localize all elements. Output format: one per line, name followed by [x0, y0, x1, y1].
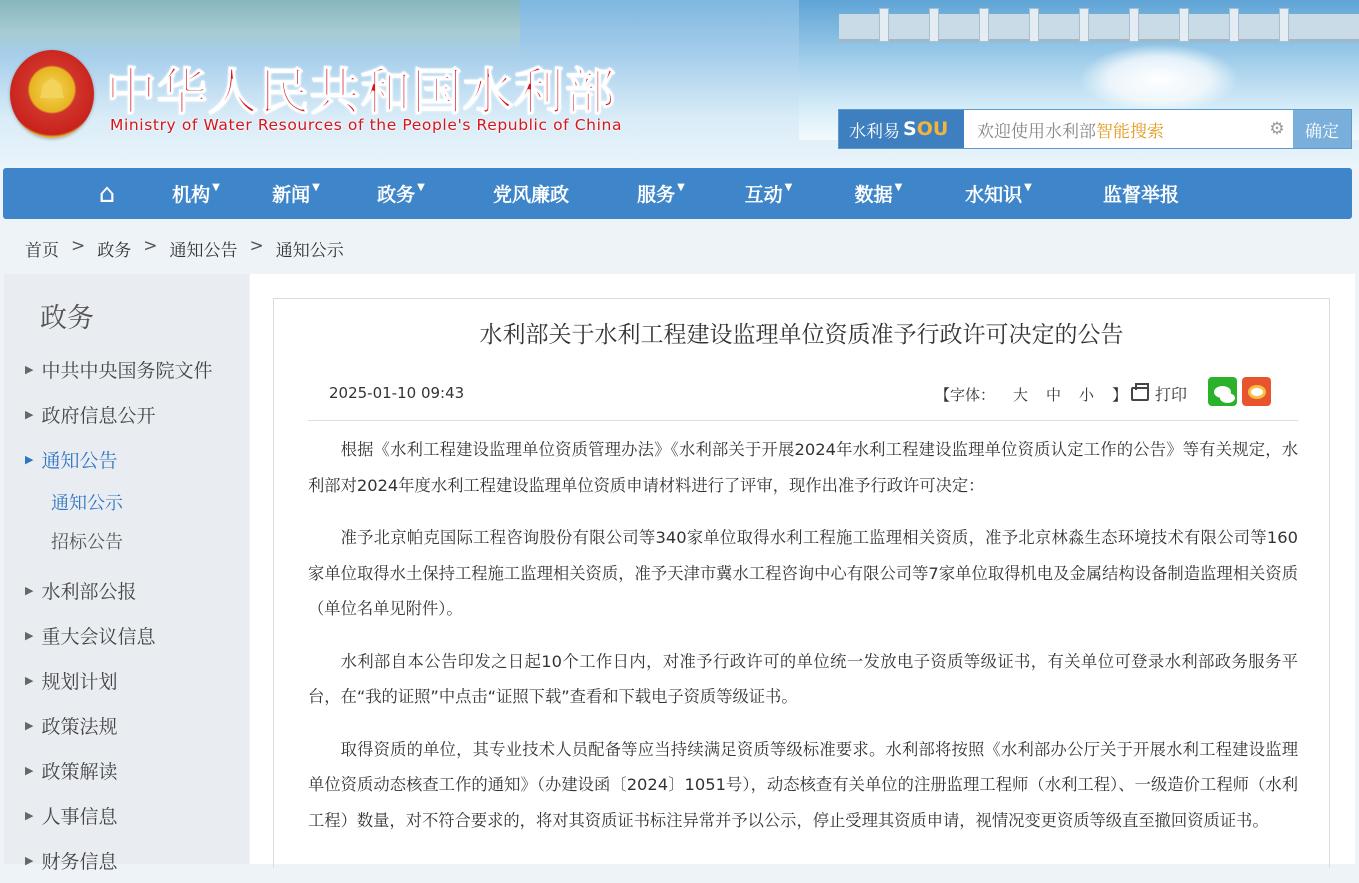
sidebar-item-label: 政策解读 [41, 761, 118, 783]
nav-label: 党风廉政 [492, 184, 569, 206]
sidebar-item-label: 政府信息公开 [41, 405, 156, 427]
search-brand-logo [839, 110, 964, 148]
sidebar-item-label: 中共中央国务院文件 [41, 360, 213, 382]
triangle-right-icon: ▶ [25, 719, 34, 732]
triangle-right-icon: ▶ [25, 809, 34, 822]
search-placeholder-text: 欢迎使用水利部 [977, 121, 1096, 142]
triangle-right-icon: ▶ [25, 674, 34, 687]
sidebar-item-jiedu[interactable] [4, 748, 249, 793]
article-date: 2025-01-10 09:43 [329, 384, 465, 402]
national-emblem-icon[interactable] [10, 50, 94, 138]
dropdown-caret-icon: ▼ [312, 182, 320, 193]
sidebar-title: 政务 [40, 303, 94, 334]
nav-item-hudong[interactable] [711, 168, 826, 219]
triangle-right-icon: ▶ [25, 764, 34, 777]
dropdown-caret-icon: ▼ [784, 182, 793, 193]
sidebar-item-label: 重大会议信息 [41, 626, 156, 648]
article-card [273, 298, 1330, 868]
water-spray-illustration [1079, 44, 1239, 114]
weibo-icon[interactable] [1242, 377, 1271, 406]
sidebar-item-fagui[interactable] [4, 703, 249, 748]
sidebar-subitem-tongzhigongshi[interactable]: 通知公示 [51, 492, 123, 514]
print-button[interactable] [1131, 382, 1187, 405]
nav-label: 服务 [637, 184, 676, 206]
breadcrumb-home[interactable]: 首页 [25, 241, 59, 261]
main-navigation [3, 168, 1352, 219]
nav-item-xinwen[interactable] [241, 168, 351, 219]
nav-label: 新闻 [272, 184, 311, 206]
breadcrumb-separator: > [249, 236, 264, 256]
nav-item-jigou[interactable] [151, 168, 241, 219]
sidebar-item-xinxigongkai[interactable] [4, 392, 249, 437]
article-body [308, 432, 1298, 855]
dropdown-caret-icon: ▼ [894, 182, 903, 193]
sidebar-item-guihua[interactable] [4, 658, 249, 703]
article-paragraph: 根据《水利工程建设监理单位资质管理办法》《水利部关于开展2024年水利工程建设监理单位资质认定工作的公告》等有关规定，水利部对2024年度水利工程建设监理单位资质申请材料进行了评审，现作出准予行政许可决定： [308, 440, 1298, 495]
article-paragraph: 准予北京帕克国际工程咨询股份有限公司等340家单位取得水利工程施工监理相关资质，准予北京林淼生态环境技术有限公司等160家单位取得水土保持工程施工监理相关资质，准予天津市冀水工程咨询中心有限公司等7家单位取得机电及金属结构设备制造监理相关资质（单位名单见附件）。 [308, 528, 1298, 618]
sidebar-item-huiyi[interactable] [4, 613, 249, 658]
sidebar [4, 274, 249, 873]
search-input[interactable] [964, 110, 1261, 148]
dropdown-caret-icon: ▼ [417, 182, 425, 193]
nav-label: 监督举报 [1102, 184, 1179, 206]
breadcrumb-zhengwu[interactable]: 政务 [97, 241, 132, 261]
dropdown-caret-icon: ▼ [212, 182, 220, 193]
main-content [250, 274, 1355, 864]
dam-illustration [839, 14, 1359, 42]
sidebar-item-label: 通知公告 [41, 450, 118, 472]
header-background-hills [0, 0, 520, 55]
sidebar-subitem-zhaobiao[interactable]: 招标公告 [51, 531, 123, 553]
nav-label: 机构 [172, 184, 211, 206]
search-brand-text: 水利易 [849, 121, 900, 142]
sidebar-item-renshi[interactable] [4, 793, 249, 838]
breadcrumb [25, 236, 344, 261]
triangle-right-icon: ▶ [25, 629, 34, 642]
search-placeholder-highlight: 智能搜索 [1096, 121, 1164, 142]
gear-icon[interactable]: ⚙ [1269, 119, 1285, 139]
article-paragraph: 取得资质的单位，其专业技术人员配备等应当持续满足资质等级标准要求。水利部将按照《水利部办公厅关于开展水利工程建设监理单位资质动态核查工作的通知》（办建设函〔2024〕1051号），动态核查有关单位的注册监理工程师（水利工程）、一级造价工程师（水利工程）数量，对不符合要求的，将对其资质证书标注异常并予以公示，停止受理其资质申请，视情况变更资质等级直至撤回资质证书。 [308, 739, 1298, 830]
font-size-control [935, 384, 1127, 405]
nav-item-shuju[interactable] [826, 168, 931, 219]
font-size-medium-button[interactable]: 中 [1046, 386, 1062, 404]
sidebar-item-label: 人事信息 [41, 806, 118, 828]
breadcrumb-tongzhigongshi[interactable]: 通知公示 [275, 241, 344, 261]
font-size-small-button[interactable]: 小 [1079, 386, 1095, 404]
sidebar-item-caiwu[interactable] [4, 838, 249, 883]
breadcrumb-separator: > [71, 236, 86, 256]
triangle-right-icon: ▶ [25, 584, 34, 597]
nav-label: 政务 [377, 184, 416, 206]
sidebar-item-label: 政策法规 [41, 716, 118, 738]
site-header [0, 0, 1359, 168]
search-brand-s: S [903, 118, 917, 140]
breadcrumb-separator: > [143, 236, 158, 256]
print-label: 打印 [1155, 385, 1188, 404]
font-size-label-close: 】 [1112, 386, 1128, 404]
triangle-right-icon: ▶ [25, 363, 34, 376]
nav-label: 数据 [854, 184, 893, 206]
nav-item-fuwu[interactable] [611, 168, 711, 219]
nav-label: 水知识 [965, 184, 1023, 206]
sidebar-item-gongbao[interactable] [4, 568, 249, 613]
article-meta-bar [308, 377, 1298, 421]
article-paragraph: 水利部自本公告印发之日起10个工作日内，对准予行政许可的单位统一发放电子资质等级证书，有关单位可登录水利部政务服务平台，在“我的证照”中点击“证照下载”查看和下载电子资质等级证书。 [308, 651, 1298, 706]
dropdown-caret-icon: ▼ [677, 182, 685, 193]
search-bar [838, 109, 1352, 149]
sidebar-item-label: 规划计划 [41, 671, 118, 693]
triangle-right-icon: ▶ [25, 408, 34, 421]
printer-icon [1131, 387, 1149, 401]
nav-item-shuizhishi[interactable] [931, 168, 1066, 219]
breadcrumb-tongzhigonggao[interactable]: 通知公告 [169, 241, 238, 261]
sidebar-gap [4, 560, 249, 568]
sidebar-item-label: 水利部公报 [41, 581, 137, 603]
triangle-right-icon: ▶ [25, 854, 34, 867]
home-icon[interactable]: ⌂ [98, 178, 116, 209]
sidebar-item-zhonggong[interactable] [4, 347, 249, 392]
font-size-large-button[interactable]: 大 [1013, 386, 1029, 404]
site-logo-english[interactable]: Ministry of Water Resources of the People's Republic of China [110, 116, 623, 134]
nav-item-zhengwu[interactable] [351, 168, 451, 219]
nav-label: 互动 [744, 184, 783, 206]
wechat-icon[interactable] [1208, 377, 1237, 406]
triangle-right-icon: ▶ [25, 453, 34, 466]
nav-item-dangfeng[interactable] [451, 168, 611, 219]
article-title: 水利部关于水利工程建设监理单位资质准予行政许可决定的公告 [479, 322, 1124, 348]
dropdown-caret-icon: ▼ [1024, 182, 1032, 193]
site-logo-chinese[interactable]: 中华人民共和国水利部 [106, 62, 616, 121]
nav-item-jiandu[interactable] [1066, 168, 1216, 219]
search-submit-button[interactable]: 确定 [1293, 110, 1351, 148]
search-brand-ou: OU [916, 118, 949, 140]
font-size-label: 【字体： [935, 386, 996, 404]
sidebar-item-label: 财务信息 [41, 851, 118, 873]
sidebar-item-tongzhigonggao[interactable] [4, 437, 249, 482]
